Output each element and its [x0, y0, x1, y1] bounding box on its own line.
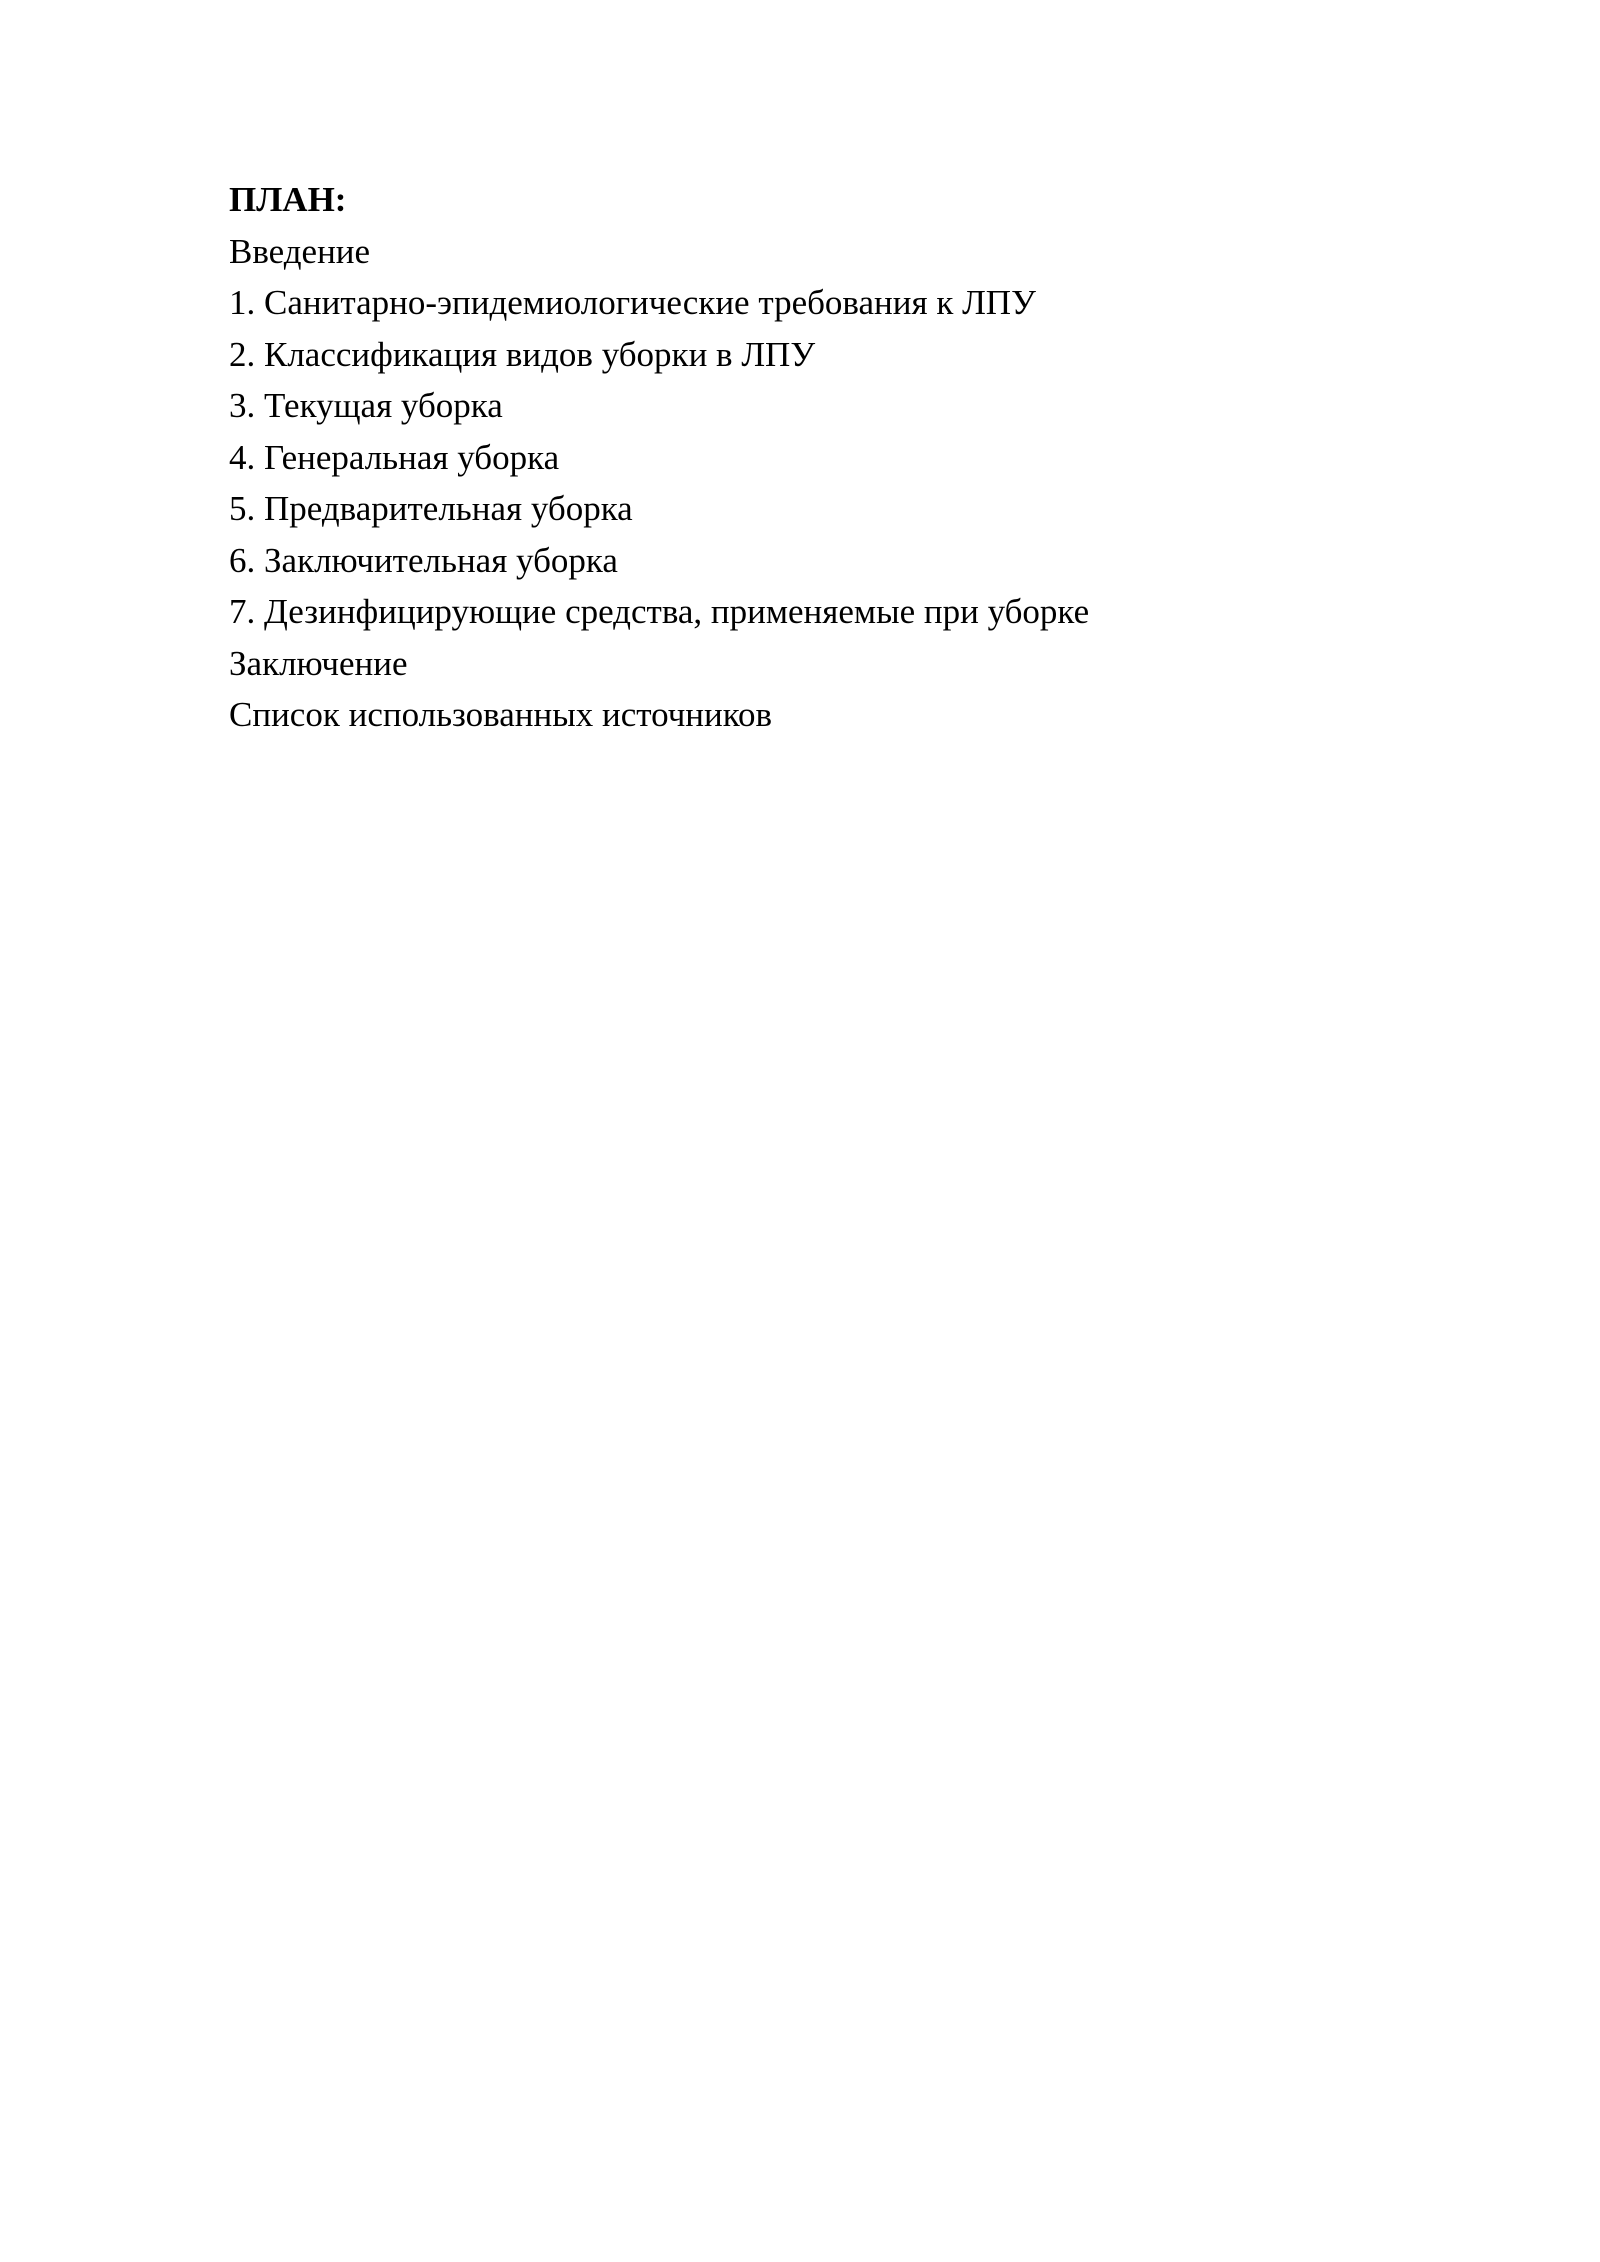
plan-item-introduction: Введение	[229, 231, 371, 271]
plan-item-references: Список использованных источников	[229, 695, 773, 734]
plan-heading: ПЛАН:	[229, 180, 347, 219]
plan-item-4: 4. Генеральная уборка	[229, 437, 560, 477]
plan-item-5: 5. Предварительная уборка	[229, 489, 633, 528]
plan-item-7: 7. Дезинфицирующие средства, применяемые при уборке	[229, 592, 1090, 631]
plan-section	[229, 174, 1429, 741]
plan-item-3: 3. Текущая уборка	[229, 386, 503, 425]
plan-item-1: 1. Санитарно-эпидемиологические требования к ЛПУ	[229, 283, 1036, 322]
plan-list	[229, 226, 1429, 741]
plan-item-conclusion: Заключение	[229, 643, 408, 683]
plan-item-2: 2. Классификация видов уборки в ЛПУ	[229, 334, 816, 374]
plan-item-6: 6. Заключительная уборка	[229, 540, 618, 580]
